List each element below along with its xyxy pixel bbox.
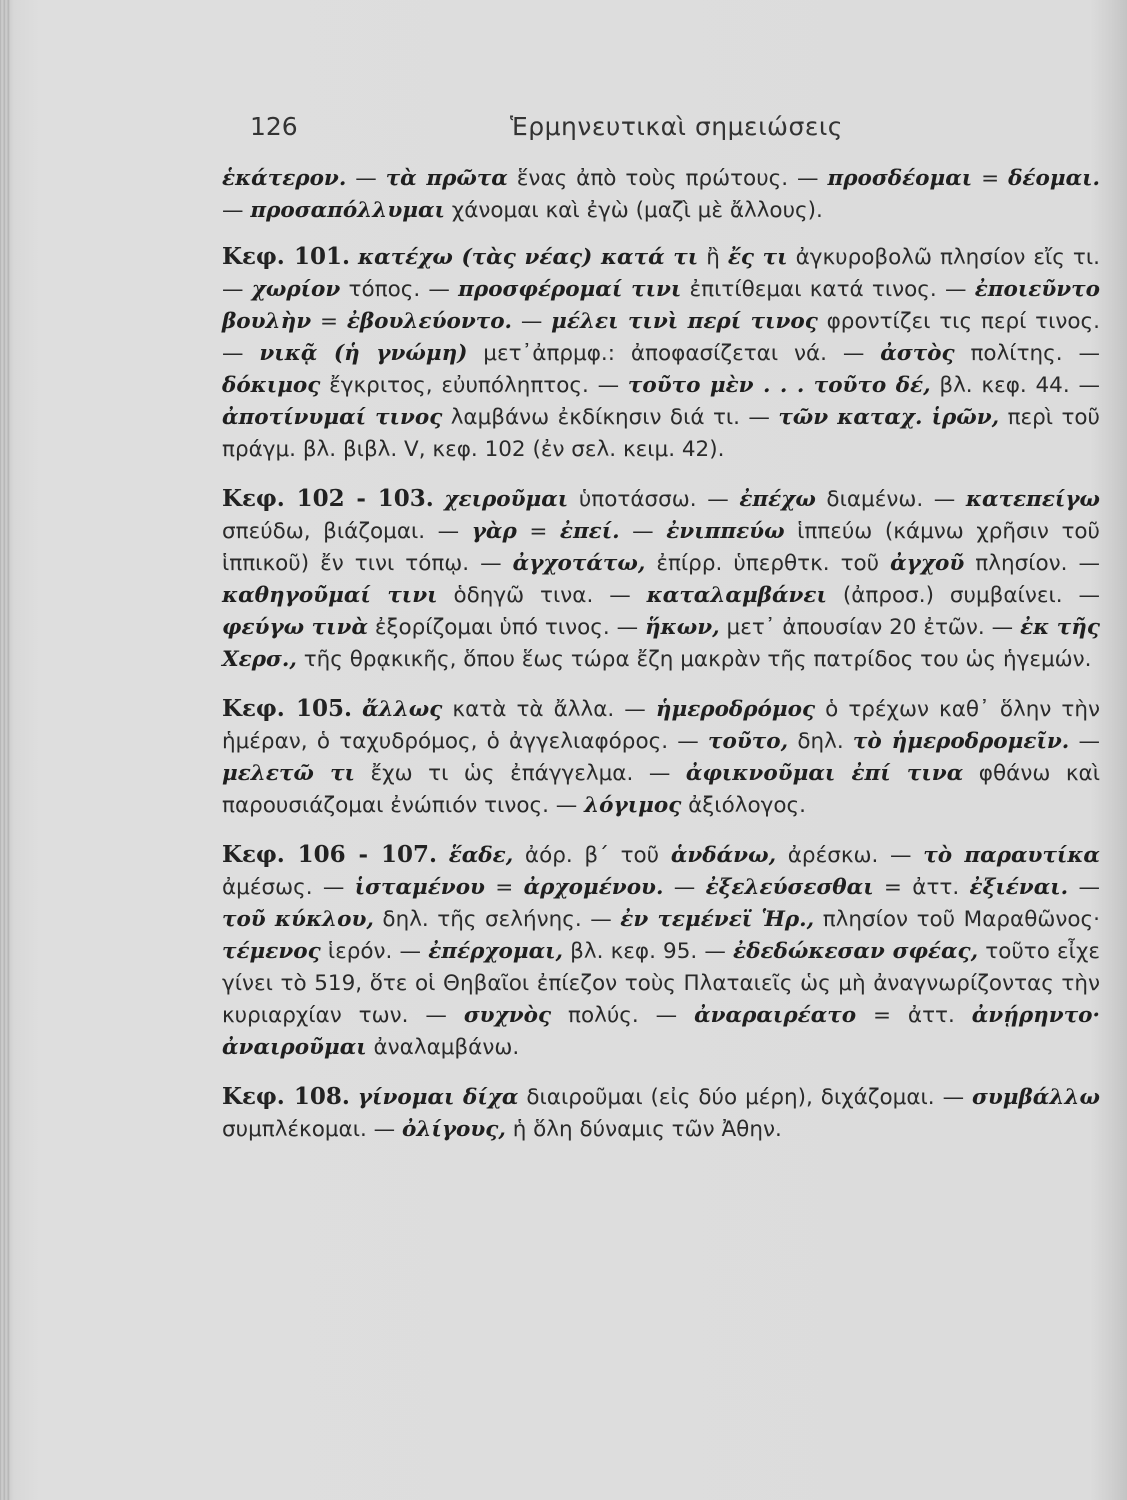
gloss-text: λαμβάνω ἐκδίκησιν διά τι. — bbox=[442, 405, 779, 430]
gloss-text: ἔχω τι ὡς ἐπάγγελμα. — bbox=[354, 761, 686, 786]
gloss-text: βλ. κεφ. 44. — bbox=[930, 373, 1100, 398]
gloss-text: διαιροῦμαι (εἰς δύο μέρη), διχάζομαι. — bbox=[518, 1085, 973, 1110]
lemma-term: μελετῶ τι bbox=[222, 761, 355, 786]
lemma-term: ἕαδε, bbox=[448, 843, 514, 868]
lemma-term: τῶν καταχ. ἱρῶν, bbox=[778, 405, 1000, 430]
lemma-term: ἀναραιρέατο bbox=[694, 1003, 857, 1028]
gloss-text: ἢ bbox=[698, 245, 728, 270]
gloss-text: — bbox=[346, 166, 386, 191]
commentary-paragraph bbox=[222, 241, 1100, 466]
gloss-text: βλ. κεφ. 95. — bbox=[563, 939, 734, 964]
gloss-text: — bbox=[222, 198, 251, 223]
lemma-term: ἐν τεμένεϊ Ἡρ., bbox=[620, 907, 815, 932]
lemma-term: γὰρ bbox=[471, 519, 517, 544]
gloss-text: πολύς. — bbox=[551, 1003, 695, 1028]
lemma-term: ἥκων, bbox=[645, 615, 720, 640]
lemma-term: ἐποιεῦντο βουλὴν bbox=[222, 277, 1100, 334]
gloss-text: ἔγκριτος, εὐυπόληπτος. — bbox=[320, 373, 628, 398]
lemma-term: γίνομαι δίχα bbox=[357, 1085, 519, 1110]
lemma-term: τέμενος bbox=[222, 939, 321, 964]
lemma-term: ἁνδάνω, bbox=[670, 843, 777, 868]
lemma-term: νικᾷ (ἡ γνώμη) bbox=[259, 341, 468, 366]
lemma-term: ἀστὸς bbox=[880, 341, 955, 366]
gloss-text: ἀρέσκω. — bbox=[776, 843, 924, 868]
commentary-paragraph bbox=[222, 483, 1100, 676]
gloss-text: ὑποτάσσω. — bbox=[568, 487, 740, 512]
lemma-term: ἐνιππεύω bbox=[666, 519, 785, 544]
lemma-term: τοῦτο, bbox=[708, 729, 789, 754]
lemma-term: ἀποτίνυμαί τινος bbox=[222, 405, 443, 430]
lemma-term: ἀγχοτάτω, bbox=[512, 551, 646, 576]
gloss-text: ἱερόν. — bbox=[320, 939, 429, 964]
gloss-text: ἀγκυροβολῶ πλησίον εἴς τι. — bbox=[222, 245, 1100, 302]
gloss-text: ἀμέσως. — bbox=[222, 875, 355, 900]
lemma-term: τοῦ κύκλου, bbox=[222, 907, 374, 932]
lemma-term: ἐπέχω bbox=[739, 487, 816, 512]
lemma-term: ἐπεί. bbox=[559, 519, 620, 544]
gloss-text: ὁ τρέχων καθ᾽ ὅλην τὴν ἡμέραν, ὁ ταχυδρόμος, ὁ ἀγγελιαφόρος. — bbox=[222, 697, 1100, 754]
gloss-text: = bbox=[484, 875, 524, 900]
gloss-text: περὶ τοῦ πράγμ. βλ. βιβλ. V, κεφ. 102 (ἐν σελ. κειμ. 42). bbox=[222, 405, 1100, 462]
gloss-text: ἀόρ. β΄ τοῦ bbox=[513, 843, 671, 868]
lemma-term: ἀφικνοῦμαι ἐπί τινα bbox=[685, 761, 964, 786]
book-spine-edge bbox=[0, 0, 10, 1500]
gloss-text: — bbox=[1069, 729, 1101, 754]
lemma-term: προσφέρομαί τινι bbox=[458, 277, 682, 302]
lemma-term: ἀρχομένου. bbox=[523, 875, 664, 900]
lemma-term: ἐβουλεύοντο. bbox=[346, 309, 513, 334]
gloss-text: = bbox=[516, 519, 560, 544]
lemma-term: δόκιμος bbox=[222, 373, 321, 398]
chapter-heading: Κεφ. 108. bbox=[222, 1083, 350, 1110]
lemma-term: τὸ ἡμεροδρομεῖν. bbox=[852, 729, 1070, 754]
gloss-text: ἀναλαμβάνω. bbox=[366, 1035, 520, 1060]
lemma-term: ἀγχοῦ bbox=[890, 551, 965, 576]
lemma-term: μέλει τινὶ περί τινος bbox=[551, 309, 818, 334]
lemma-term: κατέχω (τὰς νέας) κατά τι bbox=[358, 245, 699, 270]
gloss-text: τόπος. — bbox=[340, 277, 459, 302]
lemma-term: κατεπείγω bbox=[965, 487, 1100, 512]
gloss-text: ἀξιόλογος. bbox=[681, 793, 806, 818]
gloss-text: ὁδηγῶ τινα. — bbox=[437, 583, 647, 608]
lemma-term: ἄλλως bbox=[362, 697, 443, 722]
lemma-term: τὰ πρῶτα bbox=[385, 166, 508, 191]
lemma-term: χωρίον bbox=[251, 277, 341, 302]
gloss-text: = ἀττ. bbox=[856, 1003, 972, 1028]
lemma-term: ἱσταμένου bbox=[354, 875, 485, 900]
lemma-term: ἀναιροῦμαι bbox=[222, 1035, 367, 1060]
gloss-text: ἐπιτίθεμαι κατά τινος. — bbox=[681, 277, 975, 302]
lemma-term: προσδέομαι bbox=[827, 166, 973, 191]
chapter-heading: Κεφ. 101. bbox=[222, 243, 351, 270]
lemma-term: προσαπόλλυμαι bbox=[250, 198, 445, 223]
lemma-term: τὸ παραυτίκα bbox=[923, 843, 1100, 868]
lemma-term: ἐπέρχομαι, bbox=[428, 939, 564, 964]
gloss-text: σπεύδω, βιάζομαι. — bbox=[222, 519, 472, 544]
lemma-term: ἐξιέναι. bbox=[969, 875, 1069, 900]
gloss-text: = bbox=[972, 166, 1009, 191]
lemma-term: καθηγοῦμαί τινι bbox=[222, 583, 438, 608]
lemma-term: καταλαμβάνει bbox=[646, 583, 827, 608]
gloss-text: — bbox=[1068, 875, 1100, 900]
gloss-text: τῆς θρᾳκικῆς, ὅπου ἕως τώρα ἔζη μακρὰν τῆς πατρίδος του ὡς ἡγεμών. bbox=[296, 647, 1092, 672]
gloss-text: χάνομαι καὶ ἐγὼ (μαζὶ μὲ ἄλλους). bbox=[444, 198, 823, 223]
gloss-text: ἕνας ἀπὸ τοὺς πρώτους. — bbox=[507, 166, 828, 191]
lemma-term: δέομαι. bbox=[1008, 166, 1101, 191]
gloss-text: — bbox=[512, 309, 552, 334]
lemma-term: συμβάλλω bbox=[972, 1085, 1100, 1110]
gloss-text: — bbox=[619, 519, 667, 544]
lemma-term: ἑκάτερον. bbox=[222, 166, 347, 191]
gloss-text: πλησίον. — bbox=[964, 551, 1100, 576]
lemma-term: ὀλίγους, bbox=[402, 1117, 506, 1142]
commentary-body bbox=[222, 163, 1100, 1163]
chapter-heading: Κεφ. 105. bbox=[222, 695, 353, 722]
chapter-heading: Κεφ. 106 - 107. bbox=[222, 841, 437, 868]
gloss-text: δηλ. τῆς σελήνης. — bbox=[373, 907, 621, 932]
gloss-text: πλησίον τοῦ Μαραθῶνος· bbox=[814, 907, 1100, 932]
gloss-text: μετ᾽ ἀπουσίαν 20 ἐτῶν. — bbox=[719, 615, 1021, 640]
gloss-text: μετ᾽ἀπρμφ.: ἀποφασίζεται νά. — bbox=[467, 341, 881, 366]
gloss-text: κατὰ τὰ ἄλλα. — bbox=[442, 697, 656, 722]
gloss-text: διαμένω. — bbox=[815, 487, 966, 512]
chapter-heading: Κεφ. 102 - 103. bbox=[222, 485, 434, 512]
gloss-text: τοῦτο εἶχε γίνει τὸ 519, ὅτε οἱ Θηβαῖοι ἐπίεζον τοὺς Πλαταιεῖς ὡς μὴ ἀναγνωρίζοντας τὴν κυριαρχίαν των. — bbox=[222, 939, 1100, 1028]
lemma-term: φεύγω τινὰ bbox=[222, 615, 368, 640]
lemma-term: ἐκ τῆς Χερσ., bbox=[222, 615, 1100, 672]
gloss-text: (ἀπροσ.) συμβαίνει. — bbox=[826, 583, 1100, 608]
gloss-text: φθάνω καὶ παρουσιάζομαι ἐνώπιόν τινος. — bbox=[222, 761, 1101, 818]
gloss-text: ἐπίρρ. ὑπερθτκ. τοῦ bbox=[645, 551, 891, 576]
lemma-term: τοῦτο μὲν . . . τοῦτο δέ, bbox=[627, 373, 931, 398]
gloss-text: ἱππεύω (κάμνω χρῆσιν τοῦ ἱππικοῦ) ἔν τινι τόπῳ. — bbox=[222, 519, 1100, 576]
gloss-text: ἐξορίζομαι ὑπό τινος. — bbox=[367, 615, 645, 640]
lemma-term: συχνὸς bbox=[463, 1003, 552, 1028]
commentary-paragraph bbox=[222, 693, 1100, 822]
page-header bbox=[250, 112, 890, 152]
gloss-text: πολίτης. — bbox=[954, 341, 1100, 366]
running-title: Ἑρμηνευτικαὶ σημειώσεις bbox=[510, 112, 843, 141]
gloss-text: = bbox=[311, 309, 347, 334]
gloss-text: συμπλέκομαι. — bbox=[222, 1117, 402, 1142]
lemma-term: ἀνῄρηντο· bbox=[971, 1003, 1100, 1028]
gloss-text: δηλ. bbox=[788, 729, 853, 754]
gloss-text: ἡ ὅλη δύναμις τῶν Ἀθην. bbox=[505, 1117, 782, 1142]
lemma-term: ἡμεροδρόμος bbox=[655, 697, 816, 722]
commentary-paragraph bbox=[222, 163, 1100, 227]
lemma-term: ἐδεδώκεσαν σφέας, bbox=[733, 939, 979, 964]
commentary-paragraph bbox=[222, 839, 1100, 1064]
lemma-term: ἔς τι bbox=[727, 245, 788, 270]
gloss-text: — bbox=[663, 875, 706, 900]
commentary-paragraph bbox=[222, 1081, 1100, 1146]
lemma-term: λόγιμος bbox=[584, 793, 682, 818]
gloss-text: φροντίζει τις περί τινος. — bbox=[222, 309, 1101, 366]
page-number: 126 bbox=[250, 112, 298, 141]
lemma-term: χειροῦμαι bbox=[444, 487, 569, 512]
lemma-term: ἐξελεύσεσθαι bbox=[705, 875, 874, 900]
gloss-text: = ἀττ. bbox=[873, 875, 970, 900]
